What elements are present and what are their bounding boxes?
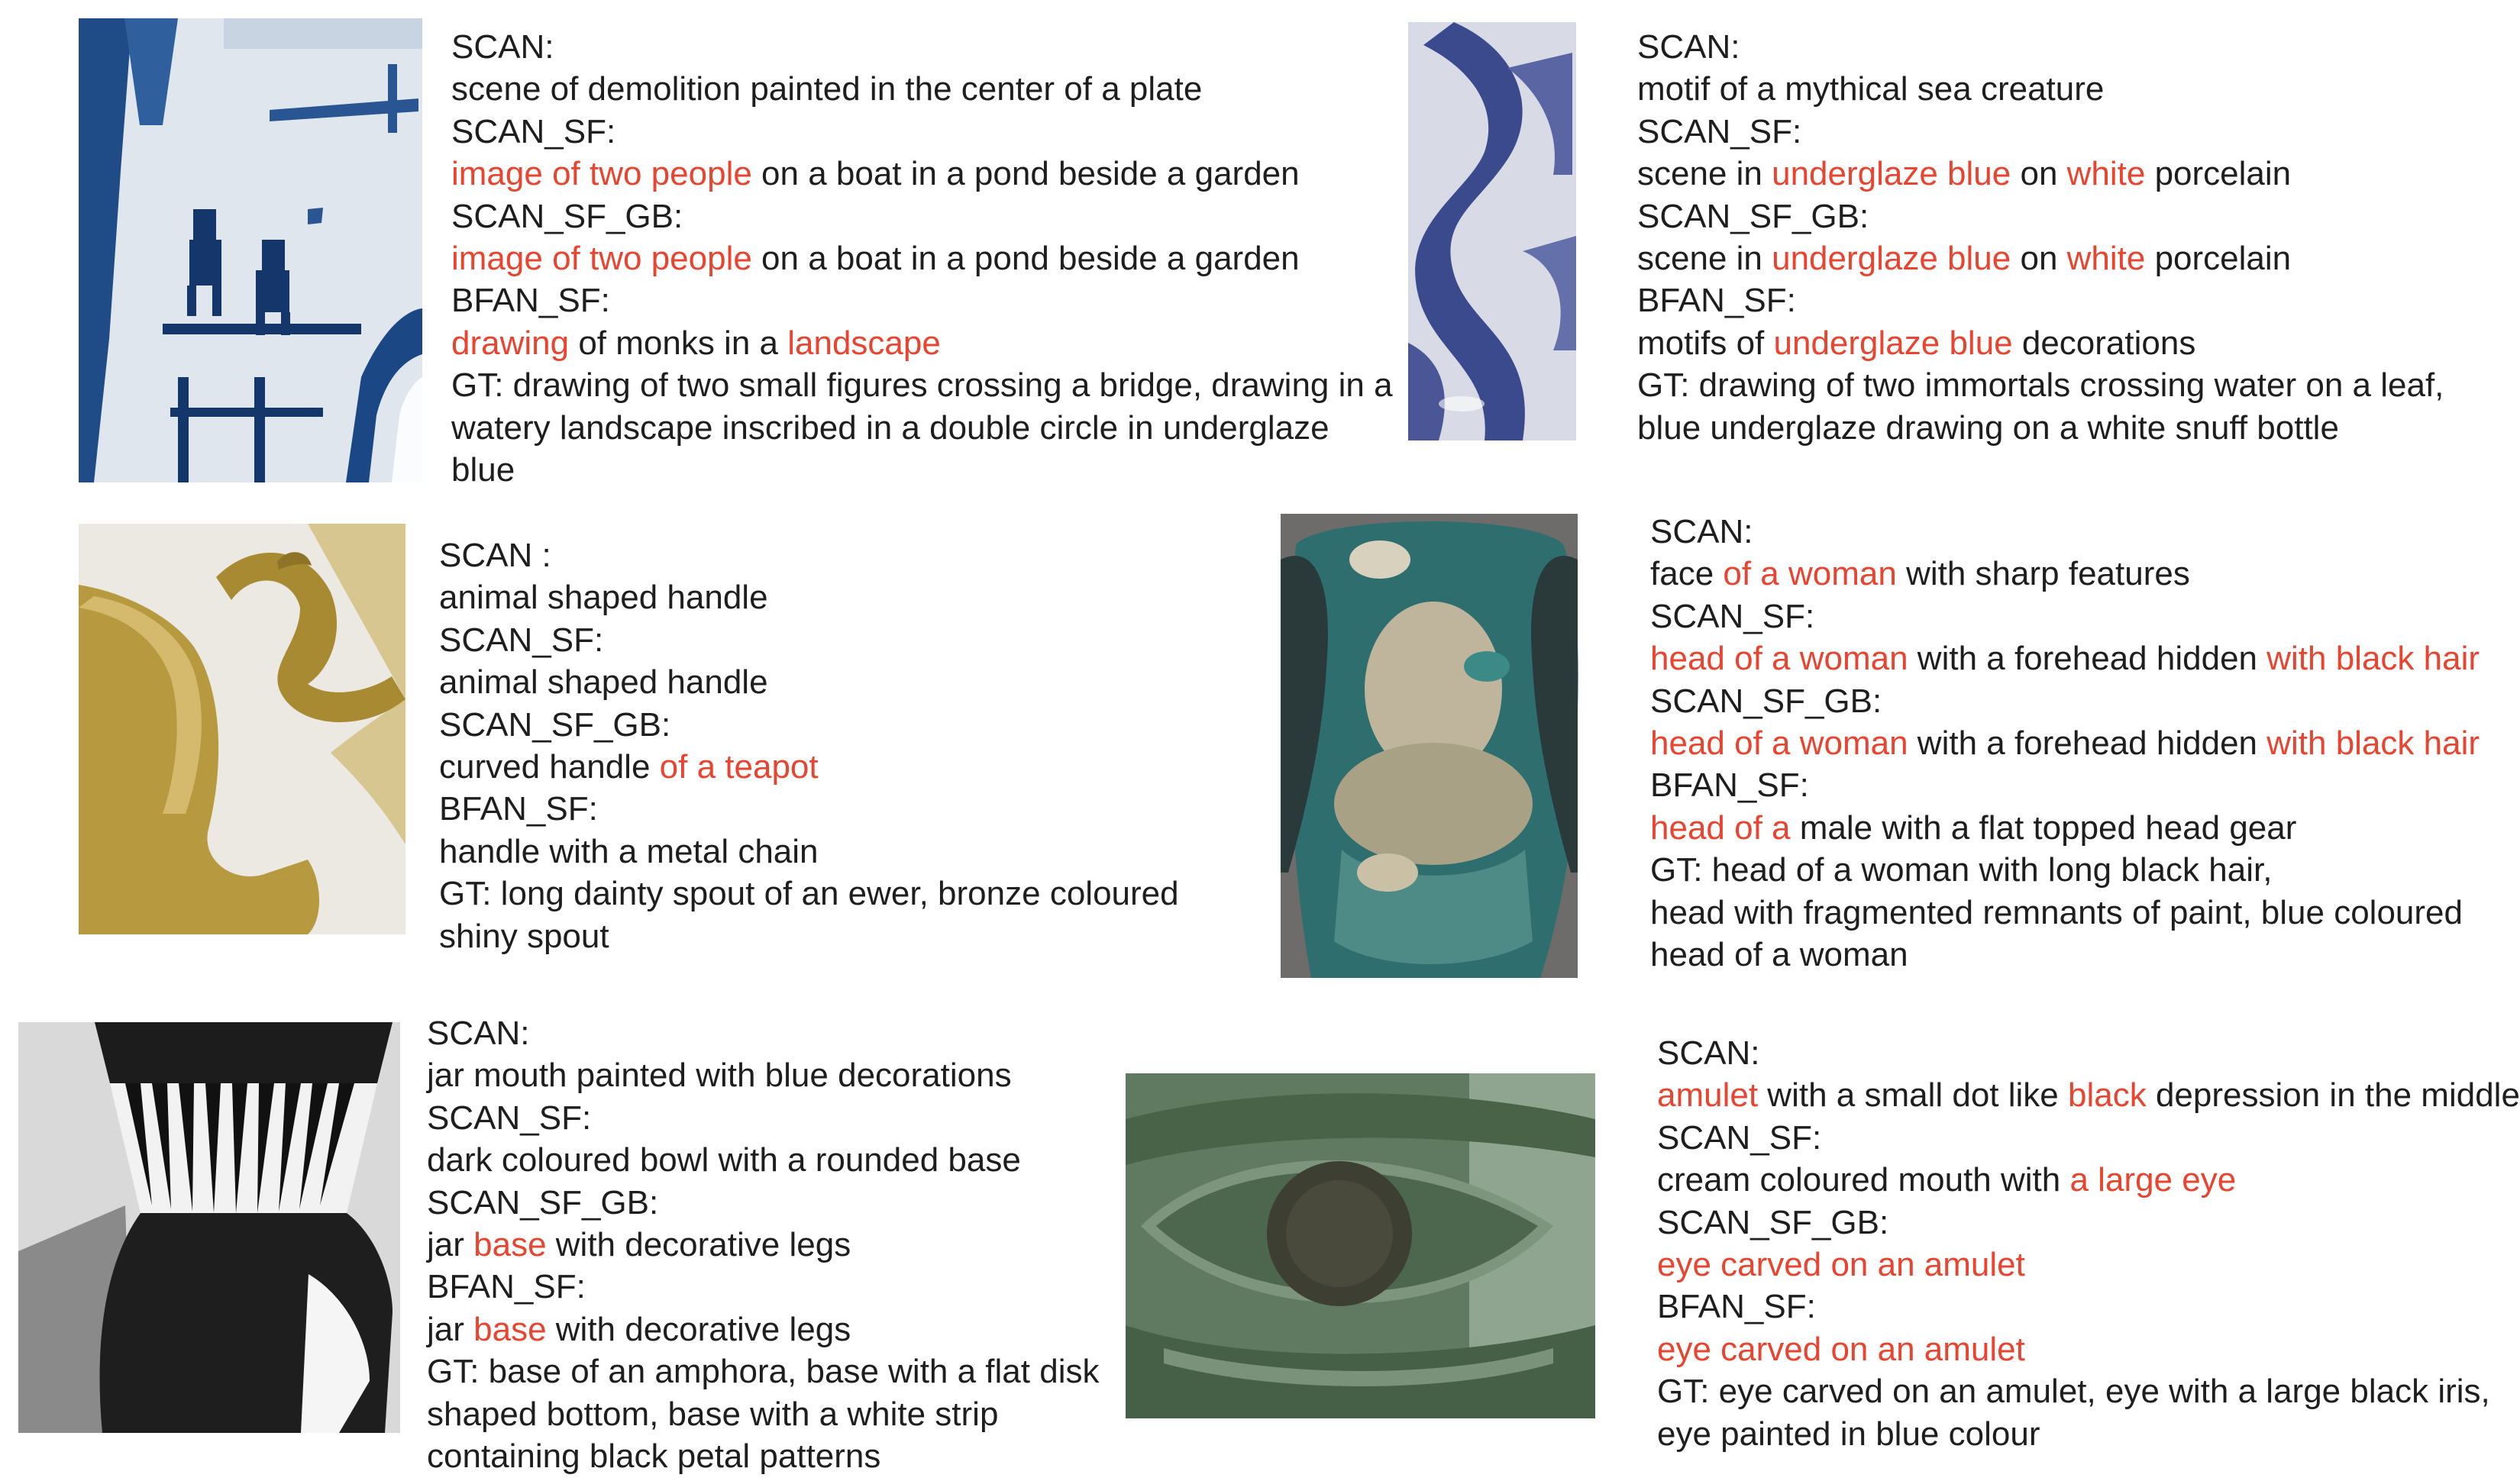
caption-line xyxy=(427,1266,1099,1308)
caption-text: on a boat in a pond beside a garden xyxy=(751,155,1300,193)
caption-text: GT: base of an amphora, base with a flat disk xyxy=(427,1353,1100,1391)
caption-text: SCAN_SF: xyxy=(427,1099,592,1137)
caption-line xyxy=(439,915,1179,957)
caption-line xyxy=(1637,364,2444,406)
caption-line xyxy=(427,1139,1099,1181)
highlighted-text: image of two people xyxy=(451,155,752,193)
caption-line xyxy=(439,534,1179,576)
caption-text: scene in xyxy=(1637,155,1772,193)
caption-line xyxy=(1637,195,2444,237)
caption-text: motif of a mythical sea creature xyxy=(1637,70,2105,108)
plate-fragment-image xyxy=(79,18,422,482)
caption-text: porcelain xyxy=(2145,240,2292,278)
caption-line xyxy=(1657,1413,2520,1455)
highlighted-text: of a teapot xyxy=(659,748,819,786)
caption-text: SCAN: xyxy=(451,28,554,66)
caption-text: head with fragmented remnants of paint, blue coloured xyxy=(1650,893,2463,931)
caption-text: on a boat in a pond beside a garden xyxy=(751,240,1300,278)
caption-text: of monks in a xyxy=(569,324,788,362)
caption-line xyxy=(1650,511,2480,553)
caption-line xyxy=(1657,1370,2520,1412)
caption-text: with sharp features xyxy=(1896,555,2190,593)
caption-text: decorations xyxy=(2012,324,2196,362)
caption-line xyxy=(1637,111,2444,153)
amulet-eye-image xyxy=(1126,1073,1595,1418)
caption-line xyxy=(451,449,1393,491)
caption-line xyxy=(451,195,1393,237)
caption-text: SCAN: xyxy=(427,1015,530,1052)
caption-line xyxy=(439,788,1179,830)
highlighted-text: amulet xyxy=(1657,1076,1759,1115)
caption-text: SCAN_SF_GB: xyxy=(1650,682,1882,720)
caption-text: SCAN_SF: xyxy=(1657,1118,1822,1157)
caption-line xyxy=(1650,722,2480,764)
caption-text: scene in xyxy=(1637,240,1772,278)
caption-line xyxy=(1650,764,2480,806)
caption-text: porcelain xyxy=(2145,155,2292,193)
caption-text: jar xyxy=(427,1310,474,1348)
amulet-eye-caption xyxy=(1657,1032,2520,1455)
caption-text: GT: drawing of two small figures crossing a bridge, drawing in a xyxy=(451,366,1393,405)
caption-line xyxy=(427,1224,1099,1266)
highlighted-text: with black hair xyxy=(2266,724,2480,763)
caption-text: SCAN_SF_GB: xyxy=(427,1183,659,1221)
highlighted-text: eye carved on an amulet xyxy=(1657,1246,2025,1284)
caption-line xyxy=(439,704,1179,746)
plate-caption xyxy=(451,26,1393,491)
caption-text: SCAN_SF: xyxy=(439,621,604,659)
caption-text: head of a woman xyxy=(1650,936,1908,974)
caption-text: eye painted in blue colour xyxy=(1657,1415,2040,1453)
ewer-spout-image xyxy=(79,524,405,934)
caption-text: scene of demolition painted in the center of a plate xyxy=(451,70,1203,108)
caption-line xyxy=(451,322,1393,364)
caption-line xyxy=(1657,1202,2520,1244)
highlighted-text: underglaze blue xyxy=(1772,240,2011,278)
highlighted-text: black xyxy=(2068,1076,2147,1115)
highlighted-text: of a woman xyxy=(1723,555,1897,593)
amphora-caption xyxy=(427,1012,1099,1477)
caption-text: handle with a metal chain xyxy=(439,832,819,870)
caption-line xyxy=(451,237,1393,279)
caption-line xyxy=(427,1435,1099,1477)
caption-line xyxy=(1637,407,2444,449)
caption-line xyxy=(1650,595,2480,637)
caption-text: animal shaped handle xyxy=(439,663,768,702)
caption-line xyxy=(427,1308,1099,1350)
caption-text: GT: drawing of two immortals crossing water on a leaf, xyxy=(1637,366,2444,405)
caption-line xyxy=(439,873,1179,915)
caption-line xyxy=(1650,553,2480,595)
caption-text: depression in the middle xyxy=(2146,1076,2520,1115)
caption-line xyxy=(427,1182,1099,1224)
woman-head-caption xyxy=(1650,511,2480,976)
highlighted-text: a large eye xyxy=(2069,1161,2237,1199)
caption-text: SCAN_SF: xyxy=(1637,112,1802,150)
ewer-caption xyxy=(439,534,1179,957)
caption-line xyxy=(1657,1328,2520,1370)
caption-text: with decorative legs xyxy=(546,1310,851,1348)
caption-text: BFAN_SF: xyxy=(439,790,598,828)
caption-line xyxy=(1637,153,2444,195)
caption-line xyxy=(451,364,1393,406)
caption-text: BFAN_SF: xyxy=(451,282,610,320)
highlighted-text: base xyxy=(473,1310,547,1348)
highlighted-text: head of a woman xyxy=(1650,724,1908,763)
caption-text: with a small dot like xyxy=(1758,1076,2069,1115)
highlighted-text: head of a woman xyxy=(1650,640,1908,678)
caption-line xyxy=(427,1097,1099,1139)
caption-line xyxy=(1650,637,2480,679)
caption-line xyxy=(451,407,1393,449)
snuff-bottle-caption xyxy=(1637,26,2444,449)
caption-line xyxy=(451,26,1393,68)
caption-text: on xyxy=(2011,240,2067,278)
caption-text: male with a flat topped head gear xyxy=(1790,808,2297,847)
caption-text: SCAN: xyxy=(1650,513,1753,550)
highlighted-text: eye carved on an amulet xyxy=(1657,1330,2025,1368)
caption-text: motifs of xyxy=(1637,324,1774,362)
caption-text: SCAN_SF_GB: xyxy=(1657,1203,1889,1241)
caption-text: GT: eye carved on an amulet, eye with a large black iris, xyxy=(1657,1373,2490,1411)
caption-line xyxy=(1657,1074,2520,1116)
caption-line xyxy=(451,68,1393,110)
highlighted-text: head of a xyxy=(1650,808,1791,847)
highlighted-text: image of two people xyxy=(451,240,752,278)
caption-line xyxy=(1657,1286,2520,1328)
caption-line xyxy=(1657,1032,2520,1074)
caption-text: animal shaped handle xyxy=(439,579,768,617)
highlighted-text: landscape xyxy=(787,324,941,362)
caption-line xyxy=(427,1012,1099,1054)
caption-line xyxy=(439,746,1179,788)
caption-line xyxy=(1650,892,2480,934)
caption-line xyxy=(1637,68,2444,110)
woman-head-image xyxy=(1281,514,1578,978)
caption-line xyxy=(451,111,1393,153)
caption-line xyxy=(451,279,1393,321)
caption-line xyxy=(427,1393,1099,1435)
caption-text: jar xyxy=(427,1226,474,1264)
caption-line xyxy=(427,1054,1099,1096)
caption-text: cream coloured mouth with xyxy=(1657,1161,2070,1199)
caption-line xyxy=(439,576,1179,618)
highlighted-text: with black hair xyxy=(2266,640,2480,678)
caption-text: SCAN_SF_GB: xyxy=(451,197,683,235)
caption-text: with a forehead hidden xyxy=(1908,724,2267,763)
caption-text: SCAN: xyxy=(1657,1034,1760,1072)
highlighted-text: drawing xyxy=(451,324,570,362)
caption-text: shiny spout xyxy=(439,917,609,955)
caption-line xyxy=(1657,1159,2520,1201)
highlighted-text: white xyxy=(2066,155,2146,193)
snuff-bottle-image xyxy=(1408,22,1576,440)
caption-text: curved handle xyxy=(439,748,660,786)
caption-text: jar mouth painted with blue decorations xyxy=(427,1057,1012,1095)
caption-text: on xyxy=(2011,155,2067,193)
caption-line xyxy=(451,153,1393,195)
caption-text: with decorative legs xyxy=(546,1226,851,1264)
caption-text: GT: long dainty spout of an ewer, bronze coloured xyxy=(439,875,1179,913)
caption-line xyxy=(439,831,1179,873)
caption-text: blue underglaze drawing on a white snuff bottle xyxy=(1637,408,2339,447)
caption-line xyxy=(1637,26,2444,68)
caption-text: SCAN_SF: xyxy=(451,112,616,150)
caption-text: SCAN_SF_GB: xyxy=(439,705,671,744)
caption-line xyxy=(1637,237,2444,279)
caption-line xyxy=(1657,1117,2520,1159)
caption-text: shaped bottom, base with a white strip xyxy=(427,1395,999,1433)
caption-line xyxy=(427,1350,1099,1392)
caption-text: dark coloured bowl with a rounded base xyxy=(427,1141,1021,1179)
caption-line xyxy=(1637,279,2444,321)
highlighted-text: base xyxy=(473,1226,547,1264)
caption-line xyxy=(1637,322,2444,364)
caption-text: watery landscape inscribed in a double circle in underglaze xyxy=(451,408,1329,447)
caption-line xyxy=(1657,1244,2520,1286)
highlighted-text: underglaze blue xyxy=(1772,155,2011,193)
caption-text: blue xyxy=(451,451,515,489)
caption-text: BFAN_SF: xyxy=(1657,1288,1816,1326)
caption-text: SCAN : xyxy=(439,537,551,574)
caption-text: containing black petal patterns xyxy=(427,1437,881,1476)
caption-text: BFAN_SF: xyxy=(1650,766,1809,805)
caption-line xyxy=(1650,934,2480,976)
caption-text: BFAN_SF: xyxy=(427,1268,586,1306)
caption-text: SCAN_SF: xyxy=(1650,597,1815,635)
caption-line xyxy=(1650,849,2480,891)
caption-text: SCAN: xyxy=(1637,28,1740,66)
highlighted-text: white xyxy=(2066,240,2146,278)
highlighted-text: underglaze blue xyxy=(1773,324,2013,362)
caption-line xyxy=(1650,807,2480,849)
caption-text: face xyxy=(1650,555,1724,593)
caption-text: BFAN_SF: xyxy=(1637,282,1796,320)
caption-text: with a forehead hidden xyxy=(1908,640,2267,678)
caption-line xyxy=(439,619,1179,661)
caption-line xyxy=(1650,680,2480,722)
caption-text: GT: head of a woman with long black hair, xyxy=(1650,851,2273,889)
amphora-base-image xyxy=(18,1022,400,1433)
caption-line xyxy=(439,661,1179,703)
caption-text: SCAN_SF_GB: xyxy=(1637,197,1869,235)
